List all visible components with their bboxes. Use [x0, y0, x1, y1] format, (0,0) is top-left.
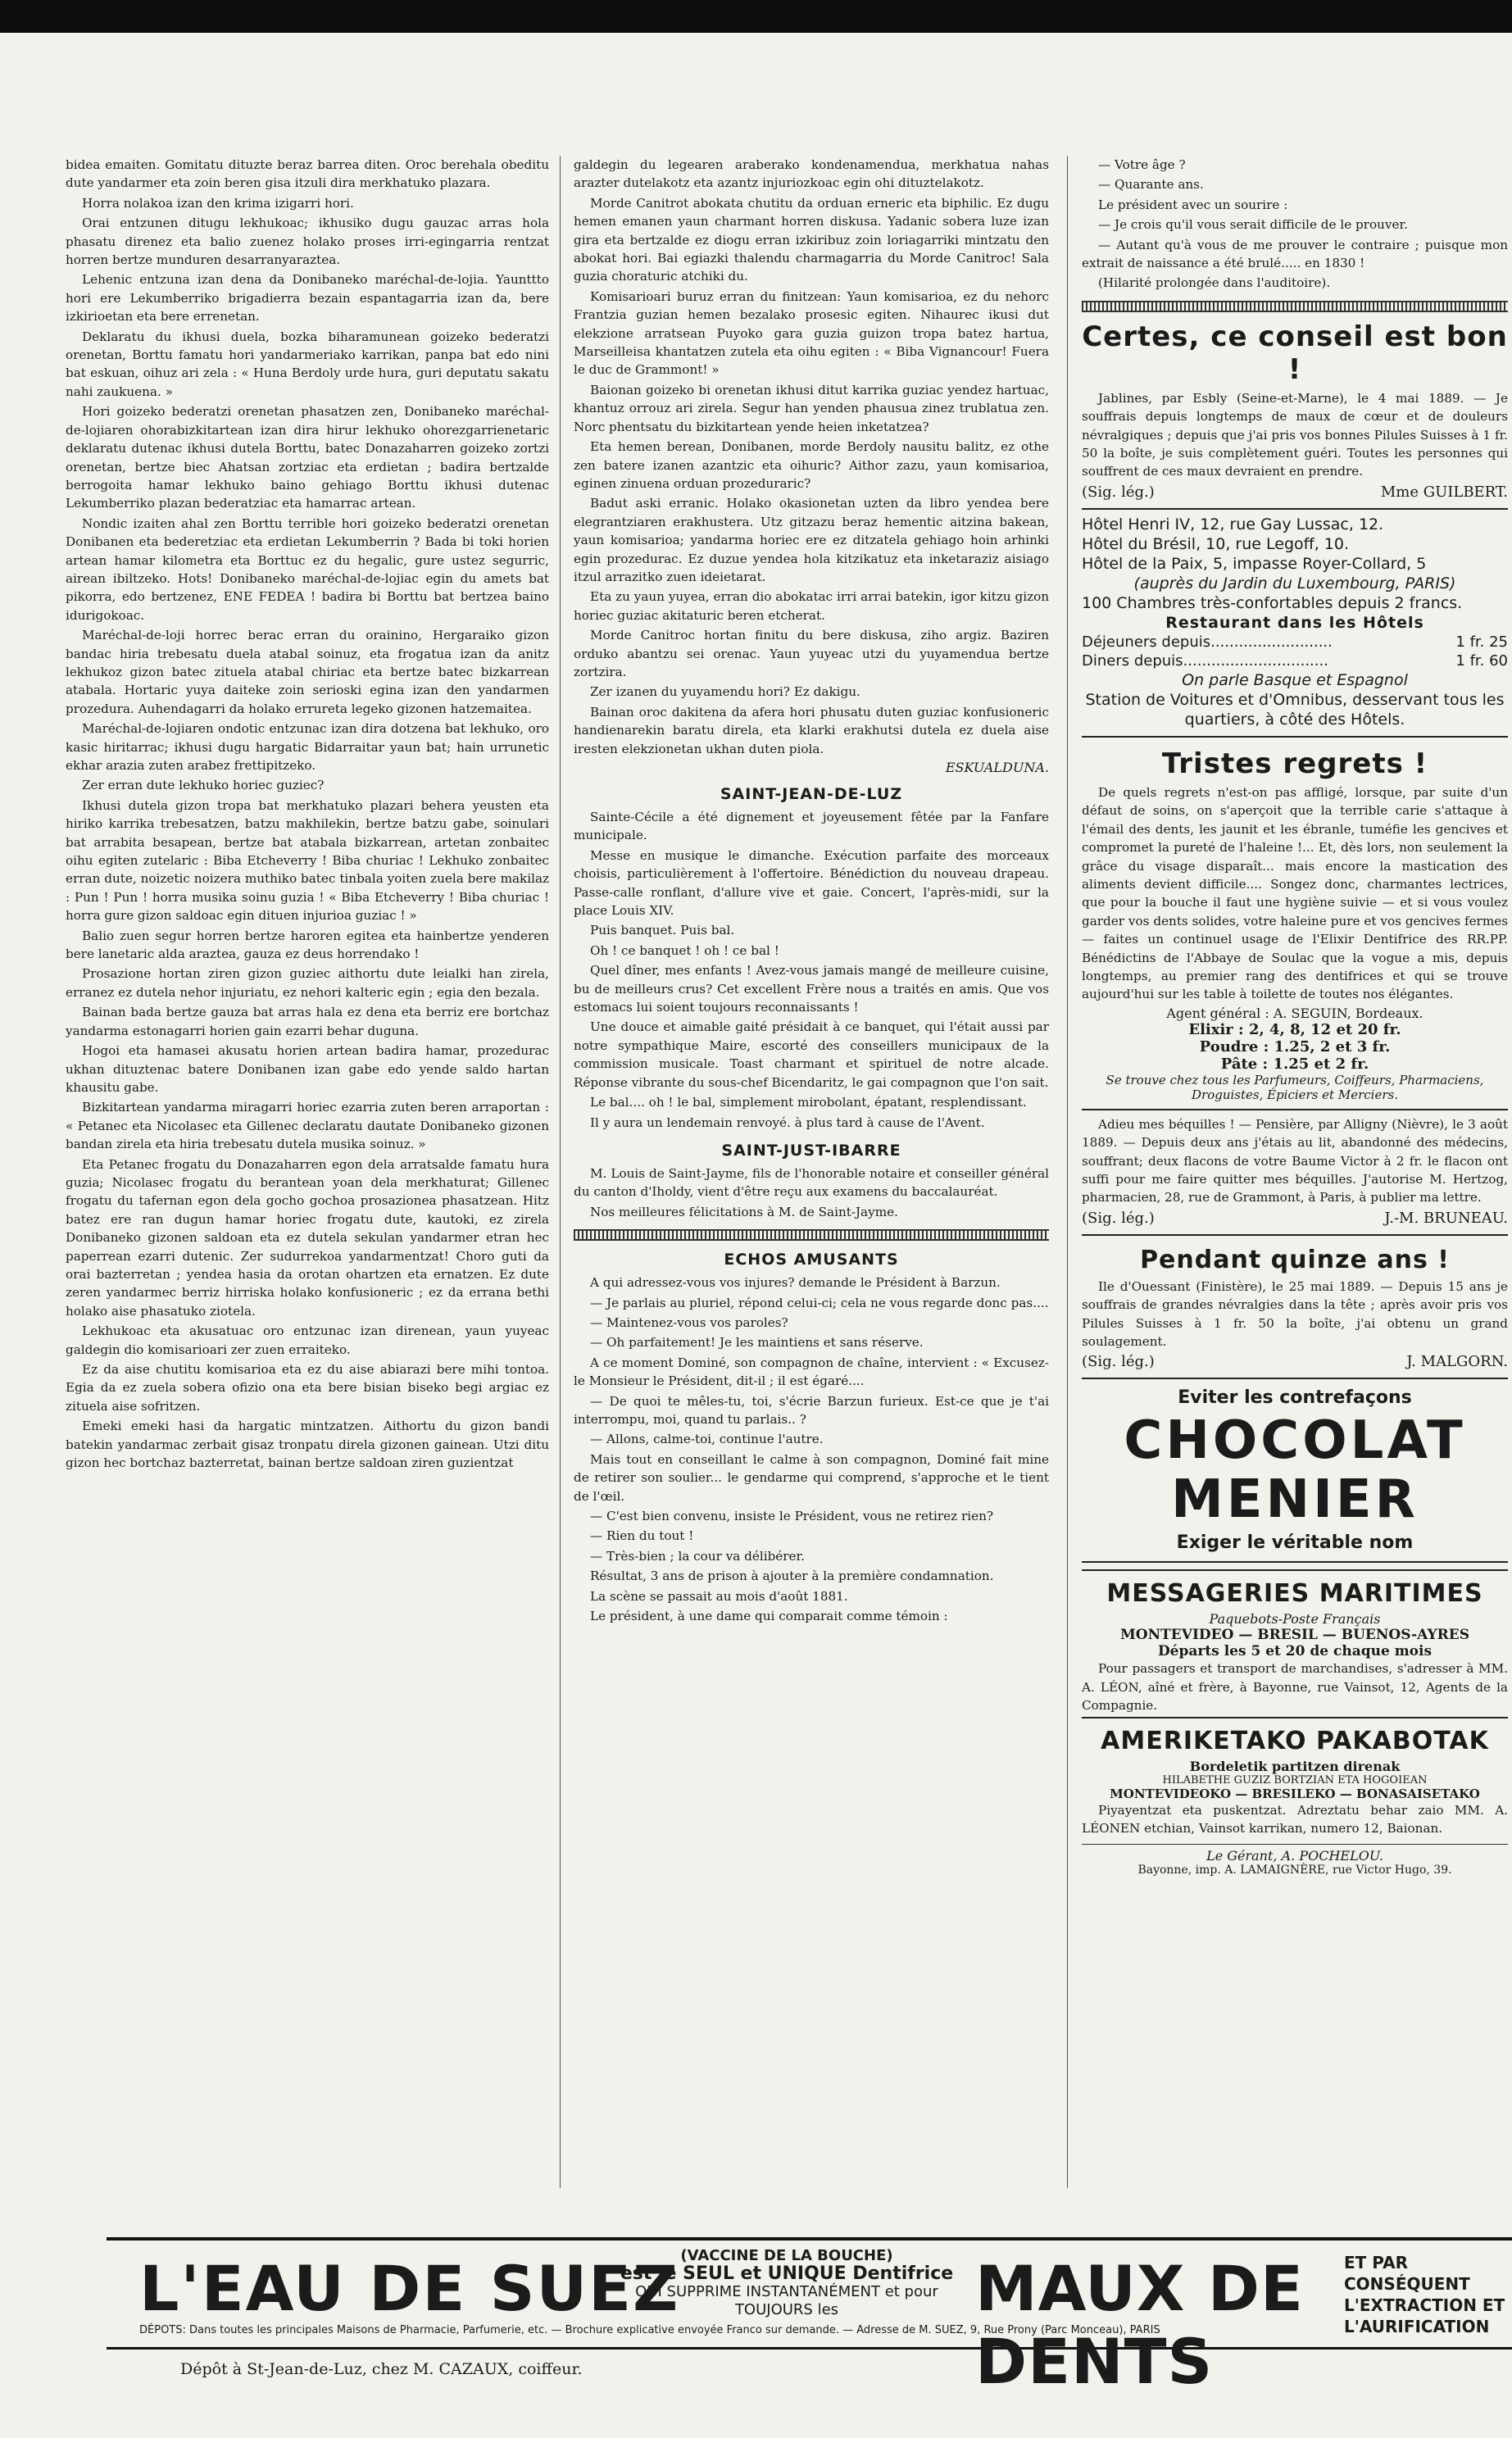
- vaccine-text: (VACCINE DE LA BOUCHE): [680, 2247, 893, 2264]
- imprint: Bayonne, imp. A. LAMAIGNÈRE, rue Victor Hugo, 39.: [1137, 1864, 1452, 1877]
- paragraph: Eta zu yaun yuyea, erran dio abokatac irri arrai batekin, igor kitzu gizon horiec guziac akitaturic beren etcherat.: [574, 589, 1049, 623]
- paragraph: Le bal.... oh ! le bal, simplement mirobolant, épatant, resplendissant.: [590, 1095, 1027, 1110]
- menier-chocolat: CHOCOLAT: [1124, 1410, 1466, 1472]
- price-line: Pâte : 1.25 et 2 fr.: [1220, 1055, 1369, 1073]
- paragraph: Horra nolakoa izan den krima izigarri hori.: [82, 195, 354, 211]
- paragraph: Baionan goizeko bi orenetan ikhusi ditut karrika guziac yendez hartuac, khantuz orrouz ari zirela. Segur han yenden phausua zinez trublatua zen. Norc phentsatu du bizkitartean yende heien inketatzea?: [574, 382, 1049, 434]
- paragraph: (Hilarité prolongée dans l'auditoire).: [1098, 275, 1331, 291]
- ad-title-conseil: Certes, ce conseil est bon !: [1082, 320, 1508, 386]
- sig-name: J.-M. BRUNEAU.: [1384, 1209, 1508, 1227]
- paragraph: La scène se passait au mois d'août 1881.: [590, 1588, 848, 1604]
- gerant: Le Gérant, A. POCHELOU.: [1082, 1844, 1508, 1864]
- price-row: [1082, 651, 1508, 670]
- paragraph: Lekhukoac eta akusatuac oro entzunac izan direnean, yaun yuyeac galdegin dio komisarioari zer zuen erraiteko.: [66, 1323, 549, 1357]
- menier-bottom: Exiger le véritable nom: [1176, 1532, 1414, 1554]
- paragraph: — De quoi te mêles-tu, toi, s'écrie Barzun furieux. Est-ce que je t'ai interrompu, moi, quand tu parlais.. ?: [574, 1393, 1049, 1427]
- depots-text: DÉPOTS: Dans toutes les principales Maisons de Pharmacie, Parfumerie, etc. — Brochure explicative envoyée Franco sur demande. — Adresse de M. SUEZ, 9, Rue Prony (Parc Monceau), PARIS: [139, 2324, 1160, 2336]
- am-small: HILABETHE GUZIZ BORTZIAN ETA HOGOIEAN: [1162, 1773, 1428, 1787]
- paragraph: Bainan oroc dakitena da afera hori phusatu duten guziac konfusioneric handienarekin baratu direla, eta klarki erakhutsi dutela ez duela aise iresten elekzionetan ukhan duten piola.: [574, 704, 1049, 756]
- article-body: [66, 156, 549, 1472]
- column-1: [66, 156, 549, 2213]
- paragraph: Le président, à une dame qui comparait comme témoin :: [590, 1609, 948, 1624]
- ad-text: Jablines, par Esbly (Seine-et-Marne), le 4 mai 1889. — Je souffrais depuis longtemps de maux de cœur et de douleurs névralgiques ; depuis que j'ai pris vos bonnes Pilules Suisses à 1 fr. 50 la boîte, je suis complètement guéri. Toutes les personnes qui souffrent de ces maux devraient en prendre.: [1082, 390, 1508, 479]
- paragraph: Résultat, 3 ans de prison à ajouter à la première condamnation.: [590, 1569, 994, 1584]
- paragraph: Zer izanen du yuyamendu hori? Ez dakigu.: [590, 684, 860, 700]
- depot-local: Dépôt à St-Jean-de-Luz, chez M. CAZAUX, coiffeur.: [180, 2360, 583, 2378]
- price-row: [1082, 633, 1508, 651]
- paragraph: Bizkitartean yandarma miragarri horiec ezarria zuten beren arraportan : « Petanec eta Nicolasec eta Gillenec declaratu dautate Donibaneko gizonen bandan zirela eta hiria trebesatu dutela musika soinuz. »: [66, 1100, 549, 1152]
- sig-name: J. MALGORN.: [1406, 1353, 1508, 1371]
- paragraph: Messe en musique le dimanche. Exécution parfaite des morceaux choisis, particulièrement à l'offertoire. Bénédiction du nouveau drapeau. Passe-calle ronflant, d'allure vive et gaie. Concert, l'après-midi, sur la place Louis XIV.: [574, 847, 1049, 919]
- banner-middle: [598, 2247, 975, 2319]
- price-line: Poudre : 1.25, 2 et 3 fr.: [1199, 1037, 1391, 1056]
- hotel-line: Hôtel du Brésil, 10, rue Legoff, 10.: [1082, 534, 1350, 553]
- price-line: Elixir : 2, 4, 8, 12 et 20 fr.: [1188, 1020, 1401, 1038]
- price-label: Diners depuis...............................: [1082, 651, 1328, 670]
- ad-text: Adieu mes béquilles ! — Pensière, par Alligny (Nièvre), le 3 août 1889. — Depuis deux ans j'étais au lit, abandonné des médecins, souffrant; deux flacons de votre Baume Victor à 2 fr. le flacon ont suffi pour me faire quitter mes béquilles. J'autorise M. Hertzog, pharmacien, 28, rue de Grammont, à Paris, à publier ma lettre.: [1082, 1116, 1508, 1205]
- paragraph: Une douce et aimable gaité présidait à ce banquet, qui l'était aussi par notre sympathique Maire, escorté des conseillers municipaux de la commission musicale. Toast charmant et spirituel de notre alcade. Réponse vibrante du sous-chef Bicendaritz, le gai compagnon que l'on sait.: [574, 1019, 1049, 1090]
- menier-top: Eviter les contrefaçons: [1178, 1387, 1412, 1409]
- newspaper-page: [66, 156, 1508, 2213]
- paragraph: — C'est bien convenu, insiste le Président, vous ne retirez rien?: [590, 1509, 993, 1523]
- msg-routes: MONTEVIDEO — BRESIL — BUENOS-AYRES: [1119, 1627, 1470, 1644]
- hotel-line: Hôtel Henri IV, 12, rue Gay Lussac, 12.: [1082, 515, 1384, 533]
- paragraph: Morde Canitrot abokata chutitu da orduan erneric eta biphilic. Ez dugu hemen emanen yaun charmant horren diskusa. Yadanic sobera luze izan gira eta bertzalde ez diogu erran izkiribuz zoin loriagarriki mintzatu den abokat hori. Bai egiazki thalendu charmagarria du Morde Canitroc! Sala guzia choraturic atchiki du.: [574, 195, 1049, 284]
- ad-title-quinze-ans: Pendant quinze ans !: [1140, 1245, 1450, 1274]
- column-2: [574, 156, 1049, 2213]
- paragraph: M. Louis de Saint-Jayme, fils de l'honorable notaire et conseiller général du canton d'Iholdy, vient d'être reçu aux examens du baccalauréat.: [574, 1165, 1049, 1200]
- decorative-rule: [1082, 301, 1508, 312]
- paragraph: Komisarioari buruz erran du finitzean: Yaun komisarioa, ez du nehorc Frantzia guzian hemen bezalako prosesic egiten. Nihaurec ikusi dut elekzione arratsean Puyoko gara guzia guizon tropa batez hartua, Marseilleisa khantatzen zutela eta oihu egiten : « Biba Vignancour! Fuera le duc de Grammont! »: [574, 288, 1049, 378]
- section-heading-echos: ECHOS AMUSANTS: [724, 1251, 899, 1269]
- paragraph: Bainan bada bertze gauza bat arras hala ez dena eta berriz ere bortchaz yandarma estonagarri horien gain ezarri behar duguna.: [66, 1005, 549, 1038]
- paragraph: Deklaratu du ikhusi duela, bozka biharamunean goizeko bederatzi orenetan, Borttu famatu hori yandarmeriako karrikan, panpa bat edo nini bat eskuan, oihuz ari zela : « Huna Berdoly urde hura, guri deputatu sakatu nahi zaukuena. »: [66, 329, 549, 399]
- sig-label: (Sig. lég.): [1082, 483, 1155, 501]
- paragraph: Emeki emeki hasi da hargatic mintzatzen. Aithortu du gizon bandi batekin yandarmac zerbait gisaz tronpatu direla gizonen gainean. Utzi ditu gizon hec bortchaz bazterretat, bainan bertze saldoan ziren guzientzat: [66, 1419, 549, 1471]
- extraction-text: ET PAR CONSÉQUENT L'EXTRACTION ET L'AURIFICATION: [1344, 2253, 1505, 2336]
- sig-name: Mme GUILBERT.: [1380, 483, 1508, 501]
- sig-label: (Sig. lég.): [1082, 1209, 1155, 1227]
- baume-ad: [1082, 1109, 1508, 1228]
- eau-de-suez-title: L'EAU DE SUEZ: [139, 2252, 680, 2325]
- msg-title: MESSAGERIES MARITIMES: [1106, 1579, 1483, 1609]
- elixir-ad: [1082, 736, 1508, 1102]
- restaurant-heading: Restaurant dans les Hôtels: [1165, 613, 1424, 632]
- paragraph: — Allons, calme-toi, continue l'autre.: [590, 1432, 824, 1447]
- paragraph: — Oh parfaitement! Je les maintiens et sans réserve.: [590, 1335, 924, 1351]
- paragraph: Prosazione hortan ziren gizon guziec aithortu dute leialki han zirela, erranez ez dutela nehor injuriatu, ez nehori kalteric egin ; egia den bezala.: [66, 966, 549, 1000]
- price-value: 1 fr. 25: [1455, 633, 1508, 651]
- paragraph: — Rien du tout !: [590, 1528, 694, 1544]
- ad-text: Pour passagers et transport de marchandises, s'adresser à MM. A. LÉON, aîné et frère, à Bayonne, rue Vainsot, 12, Agents de la Compagnie.: [1082, 1661, 1508, 1714]
- paragraph: Maréchal-de-loji horrec berac erran du orainino, Hergaraiko gizon bandac hiria trebesatu duela atabal soinuz, eta frogatua izan da anitz lekhukoz gizon batec zituela atabal chiriac eta bertze batec bizkarrean atabala. Hortaric yuya daiteke zoin serioski egina izan den yandarmen prozedura. Auhendagarri da holako errureta legeko gizonen hatzemaitea.: [66, 628, 549, 716]
- hotel-line: 100 Chambres très-confortables depuis 2 francs.: [1082, 593, 1463, 612]
- ad-text: Ile d'Ouessant (Finistère), le 25 mai 1889. — Depuis 15 ans je souffrais de grandes névralgies dans la tête ; après avoir pris vos Pilules Suisses à 1 fr. 50 la boîte, j'ai obtenu un grand soulagement.: [1082, 1278, 1508, 1349]
- supprime-text: QUI SUPPRIME INSTANTANÉMENT et pour TOUJOURS les: [635, 2283, 938, 2318]
- hotel-line: Station de Voitures et d'Omnibus, desservant tous les quartiers, à côté des Hôtels.: [1085, 690, 1505, 729]
- ameriketako-ad: [1082, 1717, 1508, 1838]
- paragraph: Mais tout en conseillant le calme à son compagnon, Dominé fait mine de retirer son soulier... le gendarme qui comprend, s'approche et le tient de l'œil.: [574, 1451, 1049, 1504]
- paragraph: Eta hemen berean, Donibanen, morde Berdoly nausitu balitz, ez othe zen batere izanen azantzic eta oihuric? Aithor zazu, yaun komisarioa, eginen zinuena orduan prozeduraric?: [574, 439, 1049, 491]
- paragraph: — Je parlais au pluriel, répond celui-ci; cela ne vous regarde donc pas....: [590, 1295, 1049, 1310]
- pilules-ad: [1082, 1234, 1508, 1372]
- paragraph: Maréchal-de-lojiaren ondotic entzunac izan dira dotzena bat lekhuko, oro kasic hiritarrac; ikhusi dugu hargatic Bidarraitar yaun bat; hain urrunetic ekhar arazia zuten arabez frettipitzeko.: [66, 721, 549, 773]
- paragraph: Hogoi eta hamasei akusatu horien artean badira hamar, prozedurac ukhan dituztenac batere Donibanen izan gabe edo yende saldo hartan khausitu gabe.: [66, 1043, 549, 1095]
- am-sub: Bordeletik partitzen direnak: [1189, 1758, 1401, 1774]
- top-border: [0, 0, 1512, 33]
- paragraph: Il y aura un lendemain renvoyé. à plus tard à cause de l'Avent.: [590, 1115, 985, 1130]
- paragraph: — Maintenez-vous vos paroles?: [590, 1314, 788, 1330]
- paragraph: Hori goizeko bederatzi orenetan phasatzen zen, Donibaneko maréchal-de-lojiaren ohorabizkitartean izan dira hirur lekhuko ohorezgarrienetaric deklaratu dutenac ikhusi dutela Borttu, batec Donazaharren goizeko zortzi orenetan, bertze biec Ahatsan zortziac eta erdietan ; badira bertzalde berrogoita hamar lekhuko baino gehiago Borttu ikhusi dutenac Lekumberriko plazan bederatziac eta hamarrac artean.: [66, 404, 549, 511]
- paragraph: Ikhusi dutela gizon tropa bat merkhatuko plazari behera yeusten eta hiriko karrika trebesatzen, batzu makhilekin, bertze batzu gabe, soinulari bat arrabita besapean, bertze bat atabala bizkarrean, artetan zonbaitec oihu egiten zutelaric : Biba Etcheverry ! Biba churiac ! Lekhuko zonbaitec erran dute, noizetic noizera muthiko batec tinbala yoiten zuela bere makilaz : Pun ! Pun ! horra musika soinu guzia ! « Biba Etcheverry ! Biba churiac ! horra gure gizon saldoac egin dituen injurioa guziac ! »: [66, 797, 549, 924]
- paragraph: — Quarante ans.: [1098, 177, 1204, 193]
- paragraph: Eta Petanec frogatu du Donazaharren egon dela arratsalde famatu hura guzia; Nicolasec frogatu du berantean yoan dela merkhaturat; Gillenec frogatu du tafernan egon dela gocho gochoa prosazionea phasatzean. Hitz batez ere ran dugun hamar horiec frogatu dute, kautoki, ez zirela Donibaneko gizonen saldoan eta ez dutela sekulan yandarmer etran hec paperrean ezarri dutenic. Zer sudurrekoa yandarmentzat! Choro guti da orai bazterretan ; yendea hasia da orotan ohartzen eta ernatzen. Ez dute zeren yandarmec berriz hirriska holako konfusioneric ; ez da errana bethi holako aise phasatuko ziotela.: [66, 1156, 549, 1319]
- paragraph: Orai entzunen ditugu lekhukoac; ikhusiko dugu gauzac arras hola phasatu direnez eta balio zuenez holako proses irri-egingarria rentzat horren bertze munduren desarranyaraztea.: [66, 216, 549, 268]
- column-divider: [1067, 156, 1068, 2188]
- paragraph: Nos meilleures félicitations à M. de Saint-Jayme.: [590, 1204, 898, 1219]
- maux-de-dents-title: MAUX DE DENTS: [975, 2252, 1304, 2398]
- chocolat-menier-ad: [1082, 1378, 1508, 1563]
- column-divider: [560, 156, 561, 2188]
- paragraph: — Autant qu'à vous de me prouver le contraire ; puisque mon extrait de naissance a été brulé..... en 1830 !: [1082, 237, 1508, 271]
- sig-label: (Sig. lég.): [1082, 1353, 1155, 1371]
- ad-footer: Se trouve chez tous les Parfumeurs, Coiffeurs, Pharmaciens, Droguistes, Épiciers et Merciers.: [1106, 1072, 1484, 1102]
- am-routes: MONTEVIDEOKO — BRESILEKO — BONASAISETAKO: [1110, 1786, 1480, 1801]
- msg-sub: Paquebots-Poste Français: [1209, 1611, 1381, 1628]
- section-heading-saint-jean-de-luz: SAINT-JEAN-DE-LUZ: [720, 785, 903, 803]
- paragraph: A ce moment Dominé, son compagnon de chaîne, intervient : « Excusez-le Monsieur le Président, dit-il ; il est égaré....: [574, 1355, 1049, 1389]
- menier-name: MENIER: [1171, 1469, 1419, 1531]
- paragraph: Lehenic entzuna izan dena da Donibaneko maréchal-de-lojia. Yaunttto hori ere Lekumberriko brigadierra bezain espantagarria izan da, bere izkirioetan eta bere errenetan.: [66, 272, 549, 325]
- paragraph: Zer erran dute lekhuko horiec guziec?: [82, 778, 325, 793]
- ad-signature: [1082, 483, 1508, 502]
- hotel-line: On parle Basque et Espagnol: [1182, 670, 1408, 689]
- am-title: AMERIKETAKO PAKABOTAK: [1101, 1726, 1489, 1755]
- hotel-line: (auprès du Jardin du Luxembourg, PARIS): [1133, 574, 1456, 592]
- decorative-rule: [574, 1229, 1049, 1241]
- messageries-ad: [1082, 1569, 1508, 1714]
- paragraph: Puis banquet. Puis bal.: [590, 923, 735, 938]
- paragraph: Ez da aise chutitu komisarioa eta ez du aise abiarazi bere mihi tontoa. Egia da ez zuela soberа ofizio ona eta bere bisian biseko begi argiac ez zituela aise sofritzen.: [66, 1362, 549, 1414]
- column-3: [1082, 156, 1508, 2213]
- paragraph: Morde Canitroc hortan finitu du bere diskusa, zihо argiz. Baziren orduko abantzu sei orenac. Yaun yuyeac utzi du yuyamendua bertze zortzira.: [574, 628, 1049, 679]
- msg-dates: Départs les 5 et 20 de chaque mois: [1157, 1643, 1433, 1660]
- paragraph: bidea emaiten. Gomitatu dituzte beraz barrea diten. Oroc berehala obeditu dute yandarmer eta zoin beren gisa itzuli dira merkhatuko plazara.: [66, 157, 549, 191]
- paragraph: Sainte-Cécile a été dignement et joyeusement fêtée par la Fanfare municipale.: [574, 810, 1049, 843]
- section-heading-saint-just-ibarre: SAINT-JUST-IBARRE: [721, 1141, 901, 1160]
- ad-text: Piyayentzat eta puskentzat. Adreztatu behar zaio MM. A. LÉONEN etchian, Vainsot karrikan, numero 12, Baionan.: [1082, 1802, 1508, 1836]
- seul-text: est le SEUL et UNIQUE Dentifrice: [620, 2263, 954, 2284]
- paragraph: Badut aski erranic. Holako okasionetan uzten da libro yendea bere elegrantziaren erakhustera. Utz gitzazu beraz hementic aitzina bakean, yaun komisarioa; yandarma horiec ere ez ditzatela gehiago hoin arhinki egin prozedurac. Ez duzue yendea hola kitzikatuz eta inketaraziz aisiago itzul arrazitko zuen ideietarat.: [574, 496, 1049, 584]
- paragraph: Quel dîner, mes enfants ! Avez-vous jamais mangé de meilleure cuisine, bu de meilleurs crus? Cet excellent Frère nous a traités en amis. Que vos estomacs lui soient toujours reconnaissants !: [574, 963, 1049, 1015]
- paragraph: Balio zuen segur horren bertze haroren egitea eta hainbertze yenderen bere lanetaric alda araztea, gauza ez deus horrendako !: [66, 928, 549, 962]
- paragraph: Le président avec un sourire :: [1098, 197, 1288, 212]
- paragraph: — Je crois qu'il vous serait difficile de le prouver.: [1098, 217, 1408, 233]
- article-signature: ESKUALDUNA.: [945, 760, 1049, 775]
- ad-text: De quels regrets n'est-on pas affligé, lorsque, par suite d'un défaut de soins, on s'aperçoit que la terrible carie s'attaque à l'émail des dents, les jaunit et les ébranle, tuméfie les gencives et compromet la pureté de l'haleine !... Et, dès lors, non seulement la grâce du visage disparaît... mais encore la mastication des aliments devient difficile.... Songez donc, charmantes lectrices, que pour la bouche il faut une hygiène suivie — et si vous voulez garder vos dents solides, votre haleine pure et vos gencives fermes — faites un continuel usage de l'Elixir Dentifrice des RR.PP. Bénédictins de l'Abbaye de Soulac que la vogue a mis, depuis longtemps, au premier rang des dentifrices et qui se trouve aujourd'hui sur les table à toilette de toutes nos élégantes.: [1082, 784, 1508, 1002]
- hotel-line: Hôtel de la Paix, 5, impasse Royer-Collard, 5: [1082, 554, 1427, 573]
- ad-signature: [1082, 1352, 1508, 1371]
- ad-agent: Agent général : A. SEGUIN, Bordeaux.: [1166, 1005, 1423, 1021]
- paragraph: Oh ! ce banquet ! oh ! ce bal !: [590, 942, 779, 958]
- hotel-ad: [1082, 508, 1508, 729]
- paragraph: galdegin du legearen araberako kondenamendua, merkhatua nahas arazter dutelakotz eta azantz injuriozkoac egin ohi dituztelakotz.: [574, 157, 1049, 191]
- paragraph: — Très-bien ; la cour va délibérer.: [590, 1548, 805, 1564]
- ad-title-regrets: Tristes regrets !: [1161, 747, 1428, 780]
- paragraph: Nondic izaiten ahal zen Borttu terrible hori goizeko bederatzi orenetan Donibanen eta bederetziac eta erdietan Lekumberrin ? Bada bi toki horien artean hamar kilometra eta Borttuc ez du hegalic, gure ustez segurric, airean ibiltzeko. Hots! Donibaneko maréchal-de-lojiac egin du amets bat pikorra, edo bertzenez, ENE FEDEA ! badira bi Borttu bat bertzea baino idurigokoac.: [66, 515, 549, 623]
- paragraph: A qui adressez-vous vos injures? demande le Président à Barzun.: [590, 1275, 1001, 1291]
- ad-signature: [1082, 1209, 1508, 1228]
- price-label: Déjeuners depuis..........................: [1082, 633, 1333, 651]
- paragraph: — Votre âge ?: [1098, 157, 1186, 172]
- price-value: 1 fr. 60: [1455, 651, 1508, 670]
